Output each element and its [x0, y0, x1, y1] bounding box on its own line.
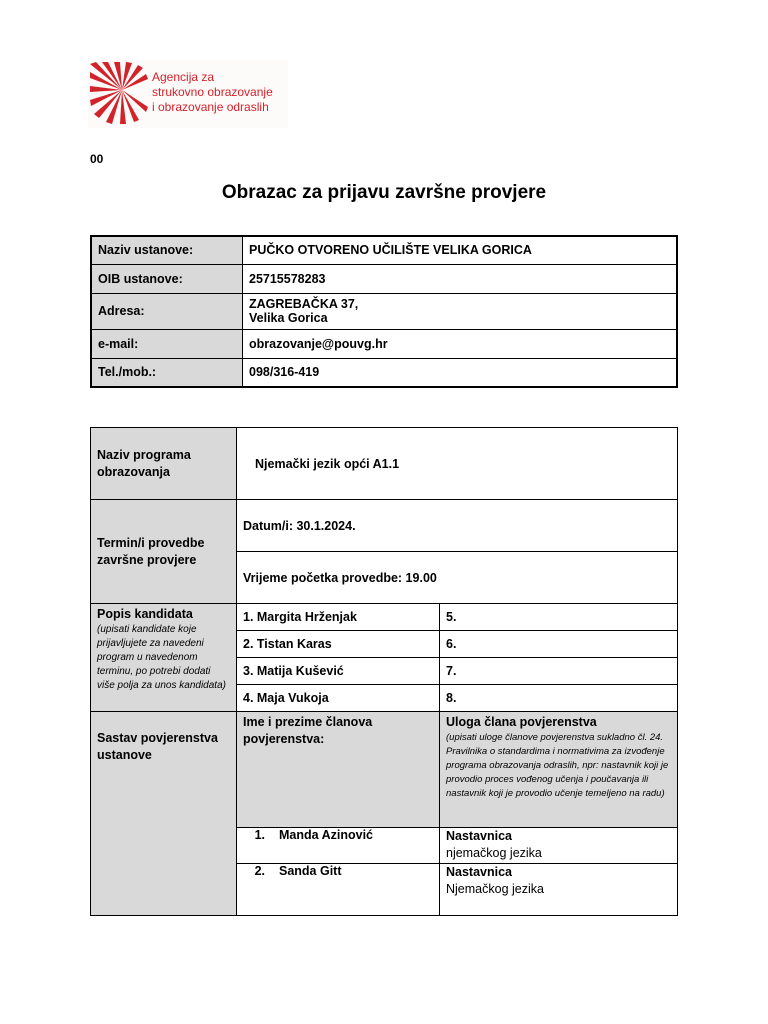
email-value: obrazovanje@pouvg.hr [243, 329, 678, 358]
candidate-cell: 6. [440, 631, 678, 658]
table-row [91, 293, 677, 329]
adresa-label: Adresa: [91, 293, 243, 329]
table-row [91, 604, 678, 631]
vrijeme-value: Vrijeme početka provedbe: 19.00 [237, 552, 678, 604]
candidate-cell: 5. [440, 604, 678, 631]
sastav-label: Sastav povjerenstva ustanove [91, 712, 237, 916]
oib-value: 25715578283 [243, 264, 678, 293]
popis-note: (upisati kandidate koje prijavljujete za navedeni program u navedenom terminu, po potrebi dodati više polja za unos kandidata) [97, 624, 226, 691]
oib-label: OIB ustanove: [91, 264, 243, 293]
candidate-cell: 7. [440, 658, 678, 685]
tel-value: 098/316-419 [243, 358, 678, 387]
uloga-header: Uloga člana povjerenstva (upisati uloge članove povjerenstva sukladno čl. 24. Pravilnika o standardima i normativima za izvođenje programa obrazovanja odraslih, npr: nastavnik koji je provodio proces vođenog učenja i poučavanja ili nastavnik koji je provodio učenje temeljeno na radu) [440, 712, 678, 828]
adresa-value [243, 293, 678, 329]
uloga-note: (upisati uloge članove povjerenstva sukladno čl. 24. Pravilnika o standardima i normativima za izvođenje programa obrazovanja odraslih, npr: nastavnik koji je provodio proces vođenog učenja i poučavanja ili nastavnik koji je provodio učenje temeljeno na radu) [446, 732, 669, 799]
table-row [91, 264, 677, 293]
datum-value: Datum/i: 30.1.2024. [237, 500, 678, 552]
agency-name: Agencija za strukovno obrazovanje i obrazovanje odraslih [152, 70, 273, 114]
table-row [91, 329, 677, 358]
candidate-cell: 4. Maja Vukoja [237, 685, 440, 712]
tel-label: Tel./mob.: [91, 358, 243, 387]
candidate-cell: 3. Matija Kušević [237, 658, 440, 685]
table-row [91, 236, 677, 264]
page-code: 00 [90, 152, 104, 166]
program-value: Njemački jezik opći A1.1 [237, 428, 678, 500]
ime-header: Ime i prezime članova povjerenstva: [237, 712, 440, 828]
institution-table [90, 235, 678, 388]
table-row [91, 500, 678, 552]
table-row [91, 358, 677, 387]
email-label: e-mail: [91, 329, 243, 358]
member-role-cell: Nastavnica Njemačkog jezika [440, 864, 678, 916]
table-row [91, 712, 678, 828]
program-table [90, 427, 678, 916]
candidate-cell: 8. [440, 685, 678, 712]
naziv-value: PUČKO OTVORENO UČILIŠTE VELIKA GORICA [243, 236, 678, 264]
naziv-label: Naziv ustanove: [91, 236, 243, 264]
adresa-line-1: ZAGREBAČKA 37, [249, 297, 359, 311]
page-title: Obrazac za prijavu završne provjere [221, 182, 547, 203]
member-name-cell: 2. Sanda Gitt [237, 864, 440, 916]
program-label: Naziv programa obrazovanja [91, 428, 237, 500]
popis-label: Popis kandidata (upisati kandidate koje prijavljujete za navedeni program u navedenom terminu, po potrebi dodati više polja za unos kandidata) [91, 604, 237, 712]
table-row [91, 428, 678, 500]
adresa-line-2: Velika Gorica [249, 311, 328, 325]
candidate-cell: 1. Margita Hrženjak [237, 604, 440, 631]
candidate-cell: 2. Tistan Karas [237, 631, 440, 658]
member-name-cell: 1. Manda Azinović [237, 828, 440, 864]
member-role-cell: Nastavnica njemačkog jezika [440, 828, 678, 864]
termin-label: Termin/i provedbe završne provjere [91, 500, 237, 604]
